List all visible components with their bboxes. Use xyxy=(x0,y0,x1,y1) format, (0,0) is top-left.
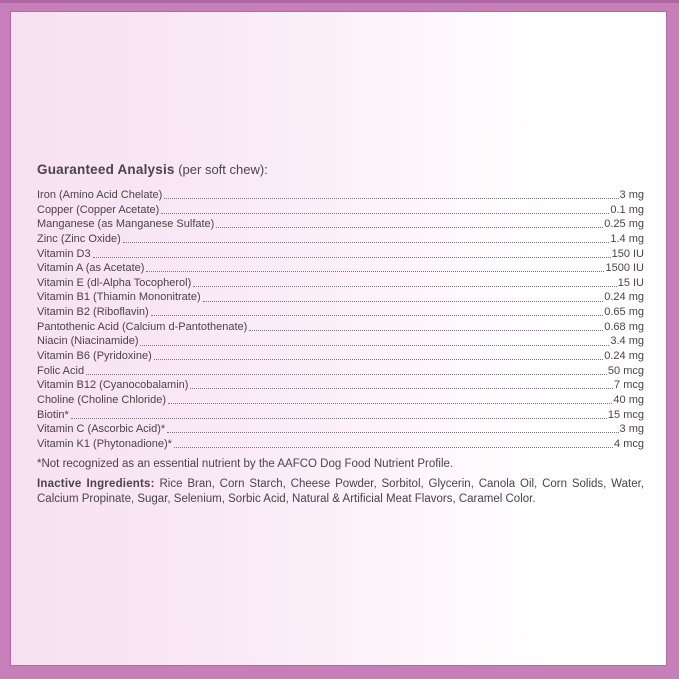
row-label: Niacin (Niacinamide) xyxy=(37,335,139,348)
analysis-row xyxy=(37,217,644,232)
analysis-row xyxy=(37,349,644,364)
analysis-row xyxy=(37,334,644,349)
analysis-row xyxy=(37,247,644,262)
analysis-row xyxy=(37,320,644,335)
analysis-row xyxy=(37,408,644,423)
dot-leader xyxy=(86,374,607,375)
row-value: 15 mcg xyxy=(607,408,644,421)
row-value: 3 mg xyxy=(619,189,644,201)
dot-leader xyxy=(93,257,611,258)
label-panel xyxy=(11,12,666,665)
heading-title: Guaranteed Analysis xyxy=(37,162,175,177)
row-value: 0.68 mg xyxy=(604,320,644,333)
row-value: 0.1 mg xyxy=(610,203,644,216)
row-label: Folic Acid xyxy=(37,364,85,377)
dot-leader xyxy=(174,447,613,448)
row-label: Vitamin C (Ascorbic Acid)* xyxy=(37,423,166,436)
dot-leader xyxy=(167,432,618,433)
inactive-ingredients xyxy=(37,477,644,508)
row-value: 50 mcg xyxy=(607,364,644,377)
dot-leader xyxy=(151,315,604,316)
analysis-row xyxy=(37,232,644,247)
analysis-row xyxy=(37,203,644,218)
guaranteed-analysis-heading xyxy=(37,161,644,178)
dot-leader xyxy=(71,418,607,419)
analysis-row xyxy=(37,290,644,305)
row-value: 40 mg xyxy=(613,393,644,406)
row-value: 0.25 mg xyxy=(604,218,644,231)
analysis-rows xyxy=(37,188,644,452)
row-label: Vitamin B12 (Cyanocobalamin) xyxy=(37,379,189,392)
dot-leader xyxy=(140,345,609,346)
row-value: 7 mcg xyxy=(614,379,644,392)
row-value: 1.4 mg xyxy=(610,232,644,245)
dot-leader xyxy=(164,198,618,199)
row-value: 150 IU xyxy=(611,247,644,260)
analysis-row xyxy=(37,276,644,291)
analysis-row xyxy=(37,378,644,393)
row-value: 15 IU xyxy=(617,276,644,289)
dot-leader xyxy=(161,213,609,214)
row-label: Vitamin B2 (Riboflavin) xyxy=(37,306,149,319)
dot-leader xyxy=(216,227,603,228)
dot-leader xyxy=(203,301,604,302)
aafco-footnote: *Not recognized as an essential nutrient by the AAFCO Dog Food Nutrient Profile. xyxy=(37,458,454,470)
analysis-row xyxy=(37,422,644,437)
row-value: 3 mg xyxy=(619,423,644,436)
row-label: Vitamin B6 (Pyridoxine) xyxy=(37,350,152,363)
row-label: Manganese (as Manganese Sulfate) xyxy=(37,218,215,231)
analysis-row xyxy=(37,261,644,276)
row-value: 4 mcg xyxy=(614,437,644,450)
dot-leader xyxy=(249,330,603,331)
row-label: Vitamin A (as Acetate) xyxy=(37,262,145,275)
row-value: 0.65 mg xyxy=(604,306,644,319)
row-label: Zinc (Zinc Oxide) xyxy=(37,232,121,245)
row-label: Vitamin B1 (Thiamin Mononitrate) xyxy=(37,291,201,304)
inactive-ingredients-text: Rice Bran, Corn Starch, Cheese Powder, Sorbitol, Glycerin, Canola Oil, Corn Solids, Water, Calcium Propinate, Sugar, Selenium, Sorbic Acid, Natural & Artificial Meat Flavors, Caramel Color. xyxy=(37,478,644,506)
row-label: Vitamin E (dl-Alpha Tocopherol) xyxy=(37,276,192,289)
dot-leader xyxy=(168,403,612,404)
row-label: Choline (Choline Chloride) xyxy=(37,393,167,406)
dot-leader xyxy=(123,242,610,243)
inactive-ingredients-label: Inactive Ingredients: xyxy=(37,478,155,490)
analysis-row xyxy=(37,188,644,203)
dot-leader xyxy=(146,271,604,272)
analysis-row xyxy=(37,393,644,408)
dot-leader xyxy=(154,359,604,360)
row-value: 0.24 mg xyxy=(604,291,644,304)
analysis-row xyxy=(37,437,644,452)
row-value: 3.4 mg xyxy=(610,335,644,348)
row-value: 1500 IU xyxy=(605,262,644,275)
row-label: Vitamin K1 (Phytonadione)* xyxy=(37,437,172,450)
row-label: Iron (Amino Acid Chelate) xyxy=(37,189,163,201)
analysis-row xyxy=(37,305,644,320)
dot-leader xyxy=(193,286,616,287)
row-value: 0.24 mg xyxy=(604,350,644,363)
dot-leader xyxy=(190,388,613,389)
heading-qualifier: (per soft chew): xyxy=(174,162,268,177)
row-label: Copper (Copper Acetate) xyxy=(37,203,160,216)
row-label: Vitamin D3 xyxy=(37,247,91,260)
analysis-row xyxy=(37,364,644,379)
row-label: Biotin* xyxy=(37,408,69,421)
row-label: Pantothenic Acid (Calcium d-Pantothenate) xyxy=(37,320,248,333)
